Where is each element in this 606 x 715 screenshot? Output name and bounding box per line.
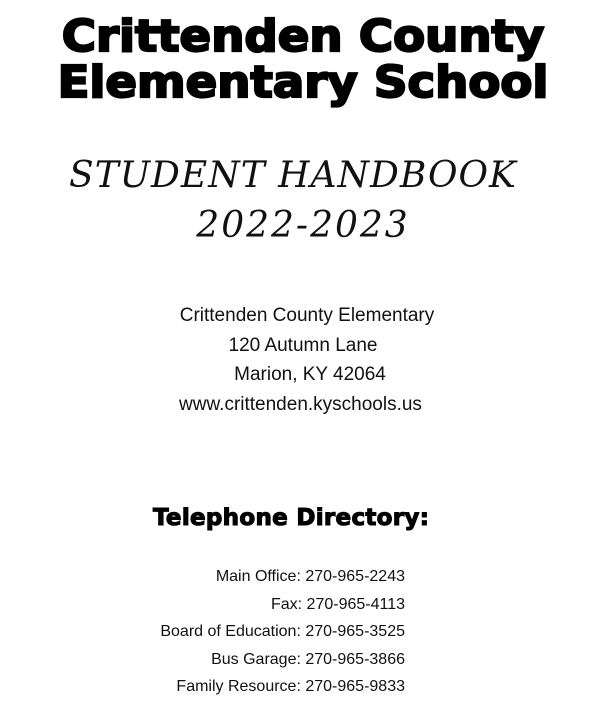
directory-phone: 270-965-9833 [305, 678, 405, 695]
telephone-directory [100, 563, 405, 701]
school-title-line-1: Crittenden County [61, 11, 545, 62]
handbook-title: STUDENT HANDBOOK [69, 155, 517, 196]
directory-label: Main Office: [215, 568, 301, 585]
directory-label: Bus Garage: [211, 650, 301, 668]
directory-label: Fax: [270, 595, 303, 613]
directory-entry-family-resource [100, 673, 405, 701]
telephone-directory-heading: Telephone Directory: [153, 505, 430, 531]
directory-phone: 270-965-3525 [305, 623, 405, 640]
address-school-name: Crittenden County Elementary [179, 305, 435, 326]
address-website: www.crittenden.kyschools.us [179, 393, 422, 415]
address-city-state-zip: Marion, KY 42064 [234, 364, 386, 385]
directory-phone: 270-965-2243 [305, 568, 405, 585]
directory-label: Board of Education: [160, 623, 301, 640]
school-address [0, 301, 606, 419]
directory-entry-board-of-education [100, 618, 405, 646]
directory-label: Family Resource: [176, 678, 301, 695]
directory-phone: 270-965-3866 [305, 650, 405, 668]
directory-entry-fax [100, 591, 405, 619]
directory-entry-main-office [100, 563, 405, 591]
directory-entry-bus-garage [100, 646, 405, 674]
school-title [0, 11, 606, 108]
handbook-year: 2022-2023 [196, 205, 410, 246]
address-street: 120 Autumn Lane [228, 334, 378, 356]
directory-phone: 270-965-4113 [306, 595, 405, 613]
school-title-line-2: Elementary School [57, 57, 549, 108]
